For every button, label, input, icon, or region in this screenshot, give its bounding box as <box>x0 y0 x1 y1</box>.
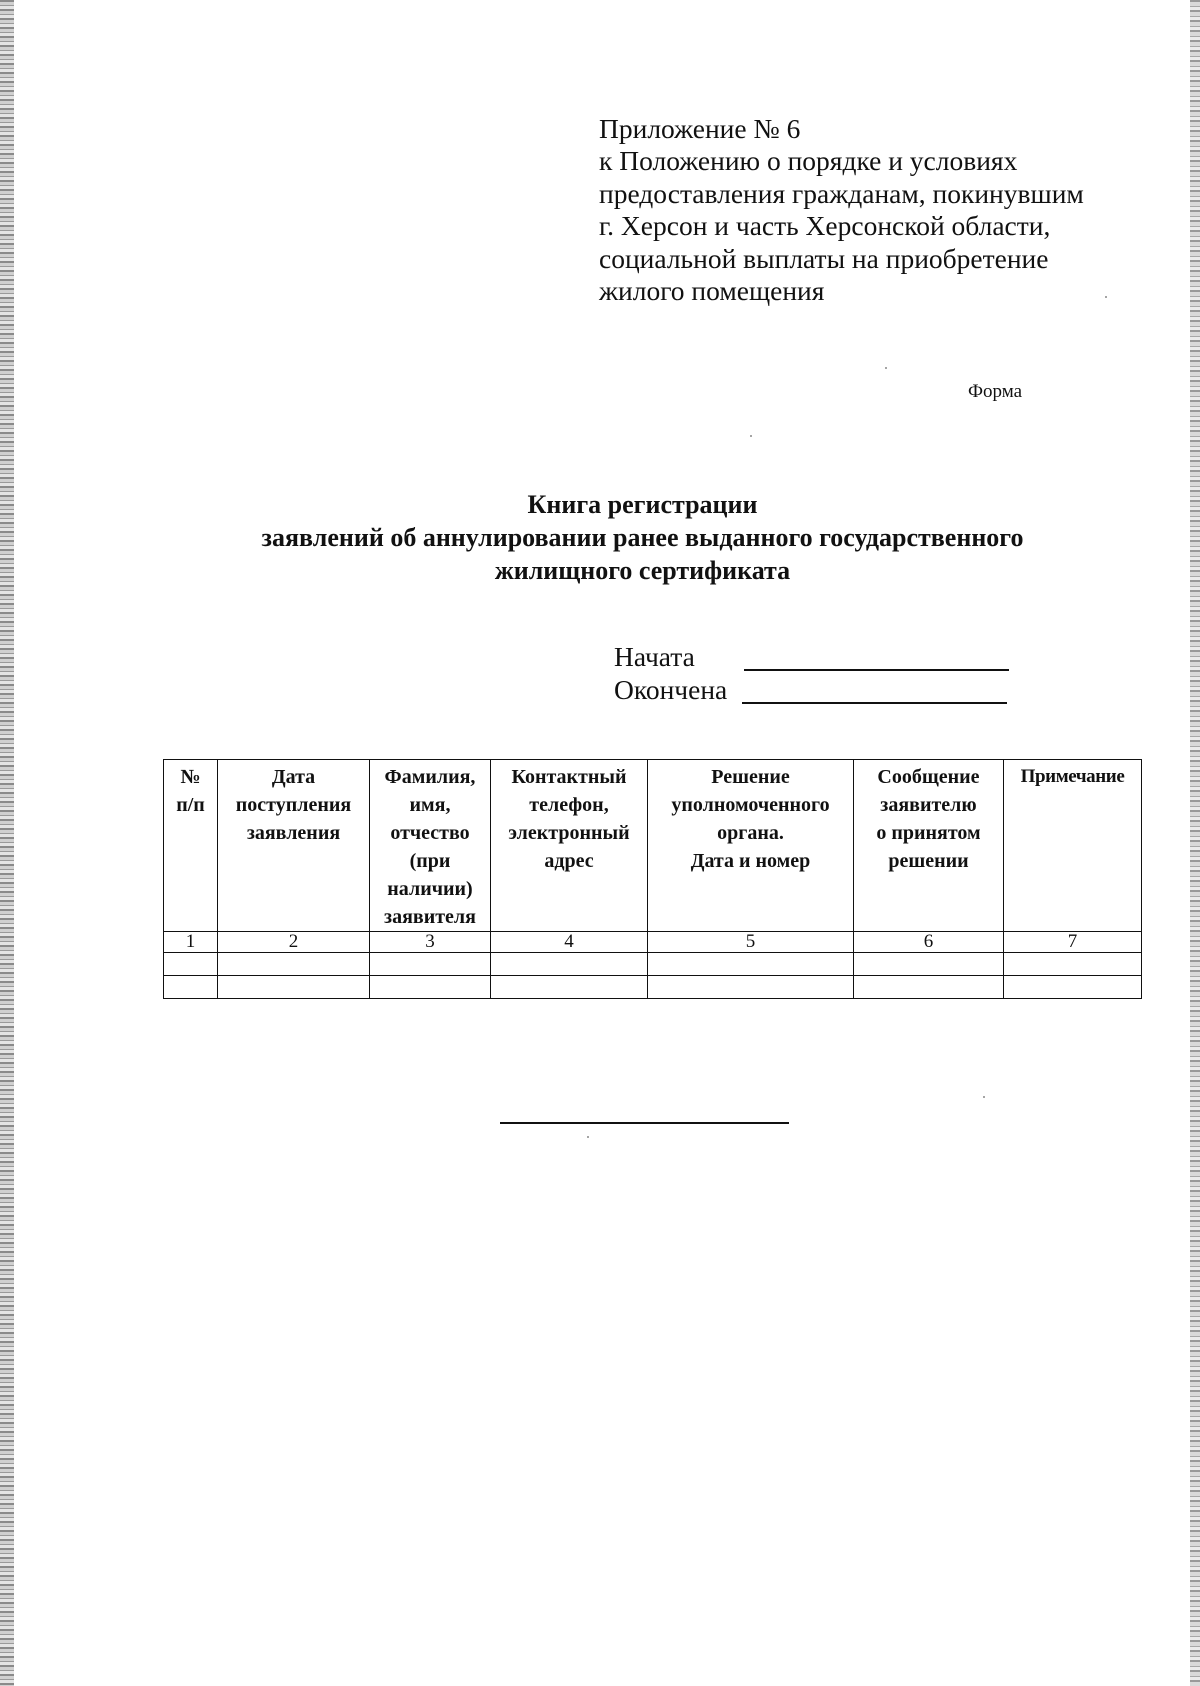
appendix-line: к Положению о порядке и условиях <box>599 145 1018 177</box>
appendix-line: предоставления гражданам, покинувшим <box>599 177 1084 209</box>
table-cell <box>218 953 370 976</box>
scan-edge-right <box>1190 0 1200 1686</box>
form-label: Форма <box>968 381 1023 402</box>
scan-speck <box>983 1096 985 1098</box>
table-cell <box>164 976 218 999</box>
column-number: 7 <box>1004 932 1142 953</box>
appendix-line: Приложение № 6 <box>599 113 801 144</box>
column-number: 4 <box>491 932 648 953</box>
table-cell <box>648 976 854 999</box>
scan-speck <box>587 1136 589 1138</box>
table-cell <box>370 953 491 976</box>
scan-edge-left <box>0 0 14 1686</box>
date-ended-label: Окончена <box>614 674 728 705</box>
header-date-received: Дата поступления заявления <box>218 760 370 932</box>
scan-speck <box>750 435 752 437</box>
table-cell <box>491 976 648 999</box>
table-cell <box>164 953 218 976</box>
column-number: 3 <box>370 932 491 953</box>
table-row <box>164 976 1142 999</box>
closing-line <box>500 1122 789 1124</box>
title-line: заявлений об аннулировании ранее выданного государственного <box>261 523 1024 552</box>
table-cell <box>854 953 1004 976</box>
header-notification: Сообщение заявителю о принятом решении <box>854 760 1004 932</box>
header-note: Примечание <box>1004 760 1142 932</box>
title-line: жилищного сертификата <box>494 556 791 585</box>
table-cell <box>1004 976 1142 999</box>
scan-speck <box>885 367 887 369</box>
date-ended-blank-line <box>742 702 1007 704</box>
appendix-line: социальной выплаты на приобретение <box>599 242 1049 274</box>
book-dates <box>614 640 727 706</box>
column-number: 5 <box>648 932 854 953</box>
table-cell <box>370 976 491 999</box>
date-started-blank-line <box>744 669 1009 671</box>
document-title <box>150 488 1135 587</box>
column-number: 6 <box>854 932 1004 953</box>
date-ended-row <box>614 673 727 706</box>
appendix-line: г. Херсон и часть Херсонской области, <box>599 210 1051 242</box>
date-started-row <box>614 640 727 673</box>
column-number: 1 <box>164 932 218 953</box>
table-row <box>164 953 1142 976</box>
scan-speck <box>1105 296 1107 298</box>
appendix-line: жилого помещения <box>599 275 825 307</box>
column-number: 2 <box>218 932 370 953</box>
header-number: № п/п <box>164 760 218 932</box>
header-full-name: Фамилия, имя, отчество (при наличии) заявителя <box>370 760 491 932</box>
date-started-label: Начата <box>614 641 695 672</box>
table-cell <box>491 953 648 976</box>
table-column-numbers-row <box>164 932 1142 953</box>
title-line: Книга регистрации <box>527 490 758 519</box>
table-cell <box>218 976 370 999</box>
header-contacts: Контактный телефон, электронный адрес <box>491 760 648 932</box>
header-decision: Решение уполномоченного органа. Дата и номер <box>648 760 854 932</box>
appendix-header <box>599 113 1119 307</box>
registration-table <box>163 759 1142 999</box>
table-cell <box>648 953 854 976</box>
table-cell <box>854 976 1004 999</box>
table-cell <box>1004 953 1142 976</box>
table-header-row <box>164 760 1142 932</box>
